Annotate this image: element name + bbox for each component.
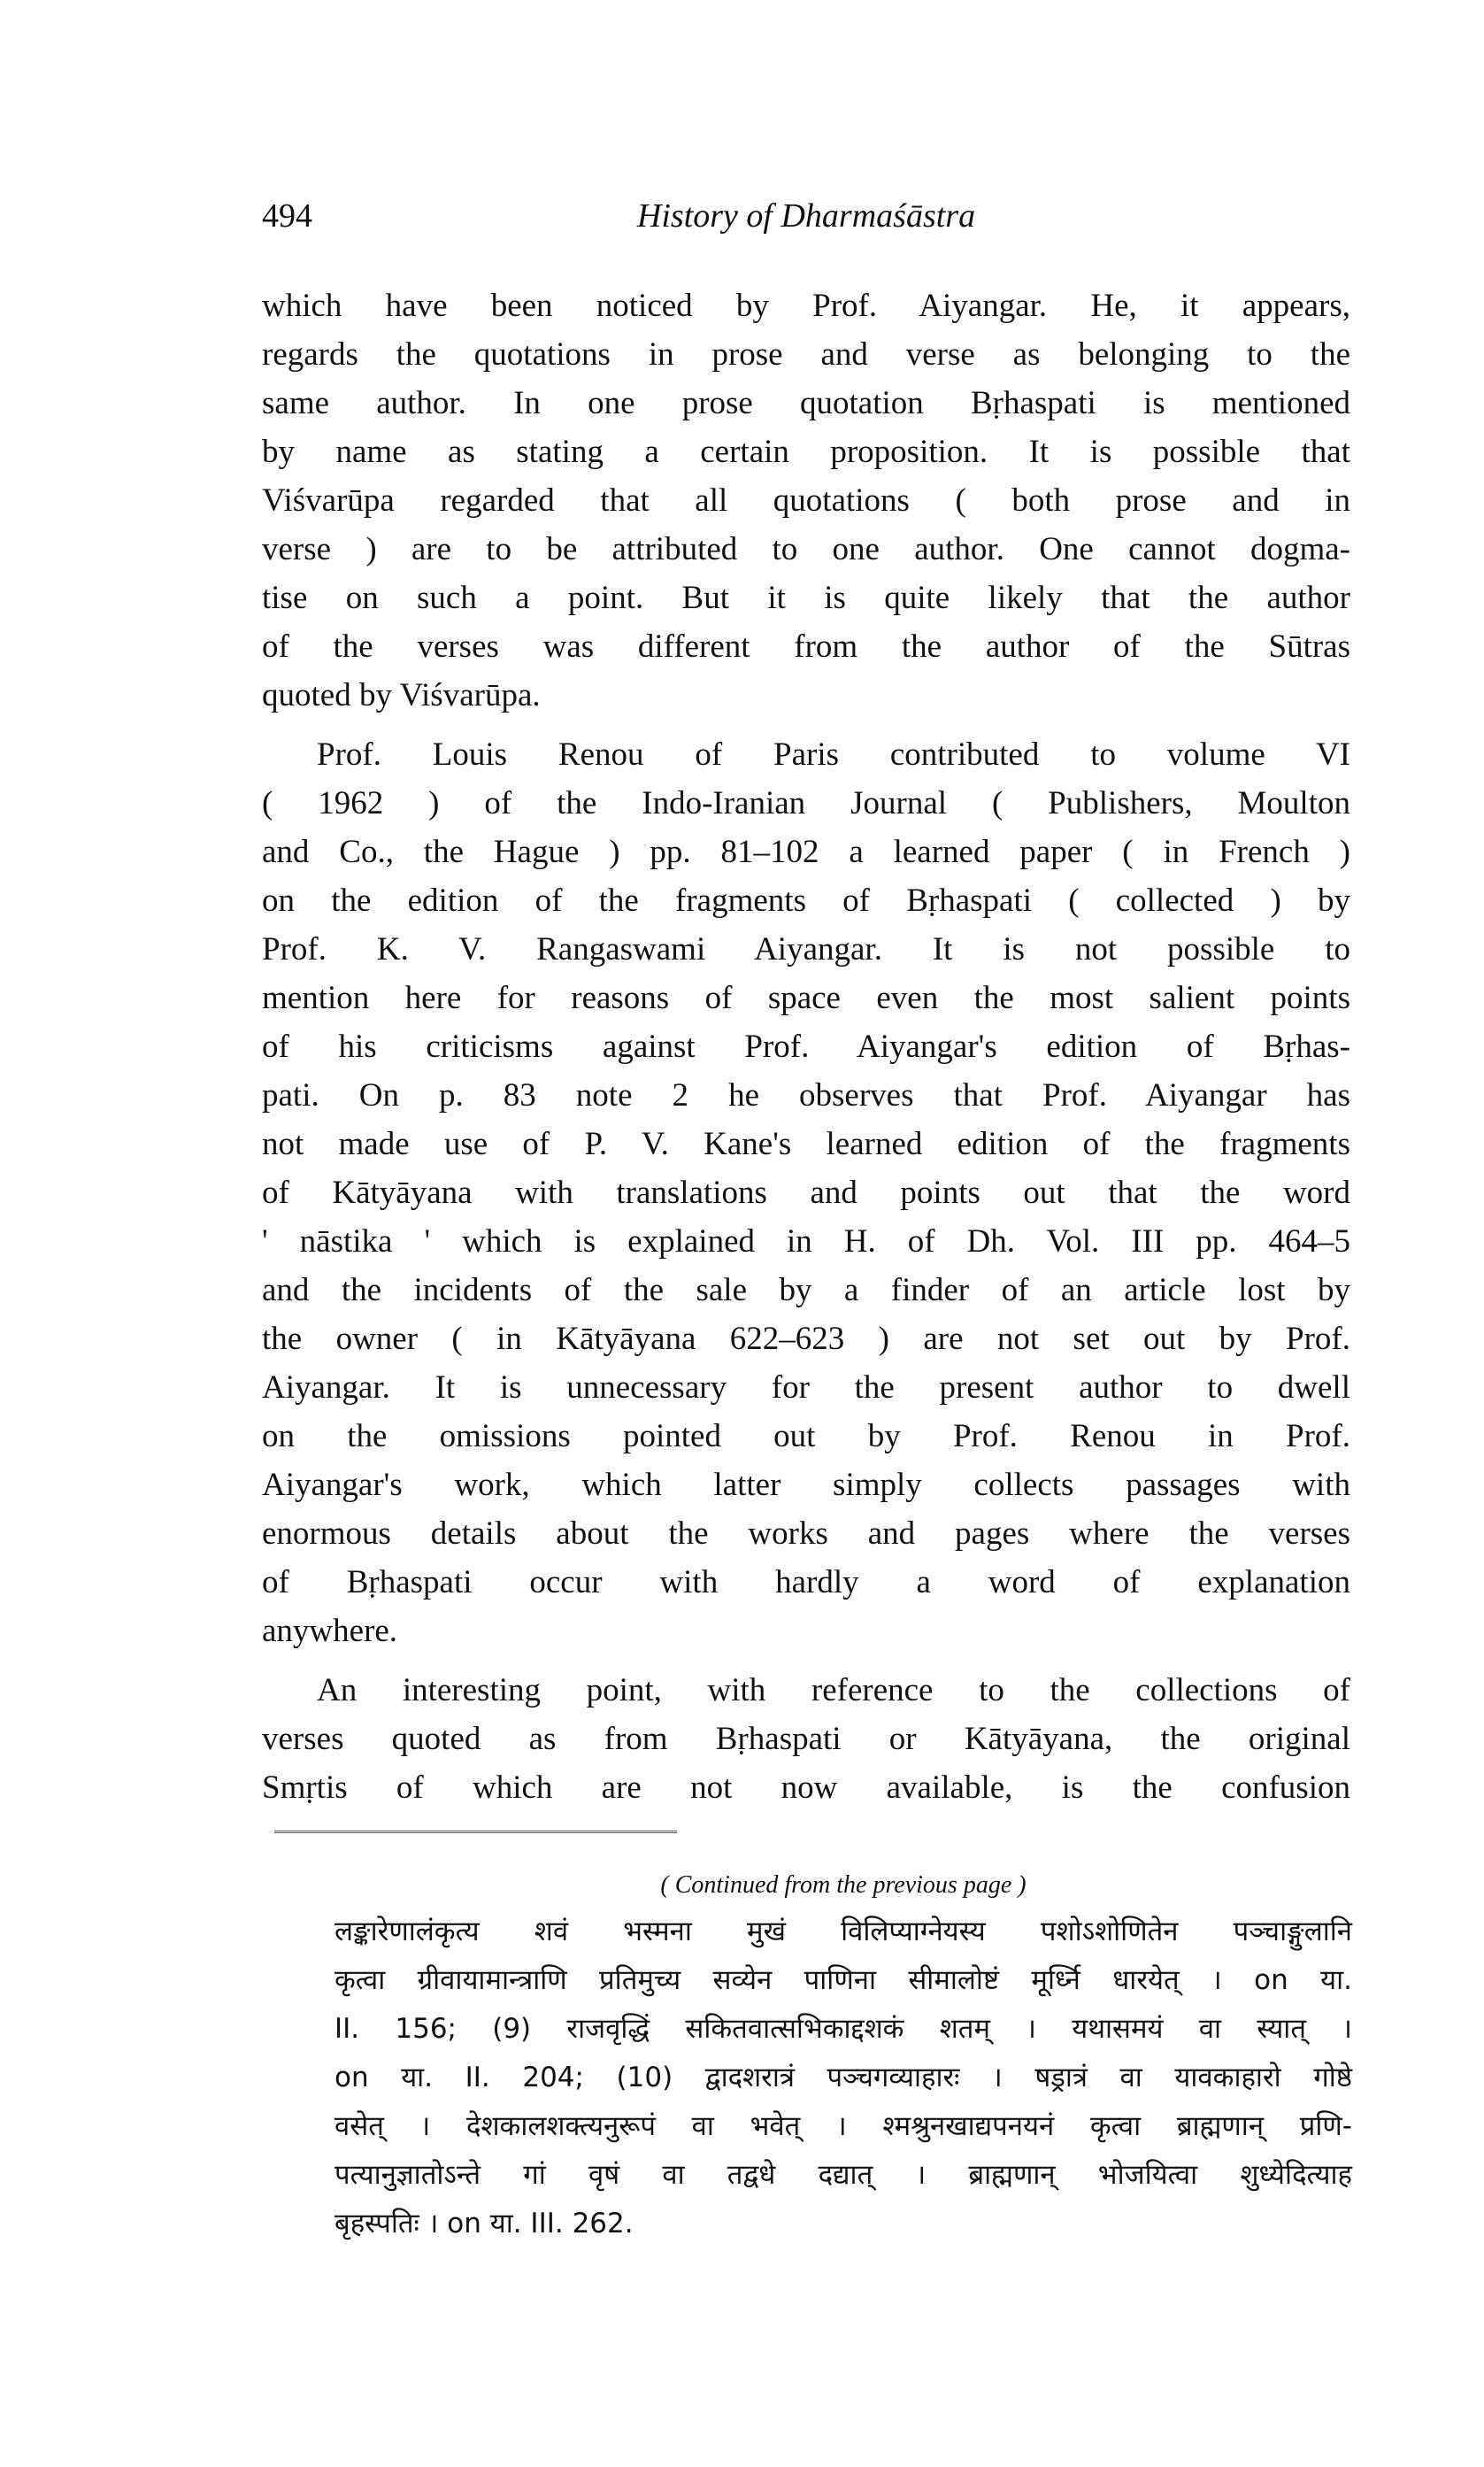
footnote-line: वसेत् । देशकालशक्त्यनुरूपं वा भवेत् । श्मश्रुनखाद्यपनयनं कृत्वा ब्राह्मणान् प्रणि- xyxy=(334,2110,1352,2142)
footnote-line: पत्यानुज्ञातोऽन्ते गां वृषं वा तद्वधे दद्यात् । ब्राह्मणान् भोजयित्वा शुध्येदित्याह xyxy=(334,2159,1352,2191)
text-line: Viśvarūpa regarded that all quotations ( both prose and in xyxy=(262,482,1350,519)
running-title: History of Dharmaśāstra xyxy=(636,197,976,235)
footnote-line: बृहस्पतिः । on या. III. 262. xyxy=(334,2208,634,2240)
text-line: An interesting point, with reference to the collections of xyxy=(317,1672,1350,1708)
text-line: and the incidents of the sale by a finder of an article lost by xyxy=(262,1272,1350,1308)
running-header xyxy=(262,197,1350,250)
paragraph xyxy=(262,1666,1350,1812)
text-line: regards the quotations in prose and verse as belonging to the xyxy=(262,336,1350,373)
text-line: on the edition of the fragments of Bṛhaspati ( collected ) by xyxy=(262,883,1350,919)
footnote-divider xyxy=(274,1831,677,1833)
footnote-line: कृत्वा ग्रीवायामान्त्राणि प्रतिमुच्य सव्येन पाणिना सीमालोष्टं मूर्ध्नि धारयेत् । on या. xyxy=(334,1964,1352,1996)
footnote-line: II. 156; (9) राजवृद्धिं सकितवात्सभिकाद्दशकं शतम् । यथासमयं वा स्यात् । xyxy=(334,2013,1352,2045)
text-line: same author. In one prose quotation Bṛhaspati is mentioned xyxy=(262,385,1350,421)
text-line: Aiyangar's work, which latter simply collects passages with xyxy=(262,1467,1350,1503)
text-line: which have been noticed by Prof. Aiyangar. He, it appears, xyxy=(262,288,1350,324)
text-line: ( 1962 ) of the Indo-Iranian Journal ( Publishers, Moulton xyxy=(262,785,1350,821)
text-line: Aiyangar. It is unnecessary for the present author to dwell xyxy=(262,1369,1350,1406)
paragraph xyxy=(262,281,1350,720)
main-text xyxy=(262,281,1350,1812)
paragraph xyxy=(262,730,1350,1655)
text-line: verses quoted as from Bṛhaspati or Kātyāyana, the original xyxy=(262,1721,1350,1757)
text-line: not made use of P. V. Kane's learned edition of the fragments xyxy=(262,1126,1350,1162)
text-line: of Kātyāyana with translations and points out that the word xyxy=(262,1175,1350,1211)
text-line: anywhere. xyxy=(262,1613,398,1649)
text-line: of the verses was different from the author of the Sūtras xyxy=(262,628,1350,665)
text-line: mention here for reasons of space even the most salient points xyxy=(262,980,1350,1016)
footnote-heading: ( Continued from the previous page ) xyxy=(660,1871,1026,1899)
text-line: Smṛtis of which are not now available, is the confusion xyxy=(262,1769,1350,1806)
text-line: verse ) are to be attributed to one author. One cannot dogma- xyxy=(262,531,1350,567)
text-line: the owner ( in Kātyāyana 622–623 ) are not set out by Prof. xyxy=(262,1321,1350,1357)
text-line: ' nāstika ' which is explained in H. of Dh. Vol. III pp. 464–5 xyxy=(262,1223,1350,1260)
text-line: enormous details about the works and pages where the verses xyxy=(262,1515,1350,1552)
text-line: and Co., the Hague ) pp. 81–102 a learned paper ( in French ) xyxy=(262,834,1350,870)
footnote xyxy=(334,1863,1352,2248)
page-number: 494 xyxy=(262,197,312,235)
text-line: pati. On p. 83 note 2 he observes that Prof. Aiyangar has xyxy=(262,1077,1350,1114)
text-line: of Bṛhaspati occur with hardly a word of explanation xyxy=(262,1564,1350,1600)
text-line: of his criticisms against Prof. Aiyangar's edition of Bṛhas- xyxy=(262,1029,1350,1065)
text-line: on the omissions pointed out by Prof. Renou in Prof. xyxy=(262,1418,1350,1454)
text-line: by name as stating a certain proposition. It is possible that xyxy=(262,434,1350,470)
text-line: quoted by Viśvarūpa. xyxy=(262,677,541,713)
text-line: tise on such a point. But it is quite likely that the author xyxy=(262,580,1350,616)
footnote-line: लङ्कारेणालंकृत्य शवं भस्मना मुखं विलिप्याग्नेयस्य पशोऽशोणितेन पञ्चाङ्गुलानि xyxy=(334,1916,1352,1947)
text-line: Prof. K. V. Rangaswami Aiyangar. It is not possible to xyxy=(262,931,1350,968)
footnote-line: on या. II. 204; (10) द्वादशरात्रं पञ्चगव्याहारः । षड्रात्रं वा यावकाहारो गोष्ठे xyxy=(334,2062,1352,2093)
text-line: Prof. Louis Renou of Paris contributed to volume VI xyxy=(317,736,1350,773)
